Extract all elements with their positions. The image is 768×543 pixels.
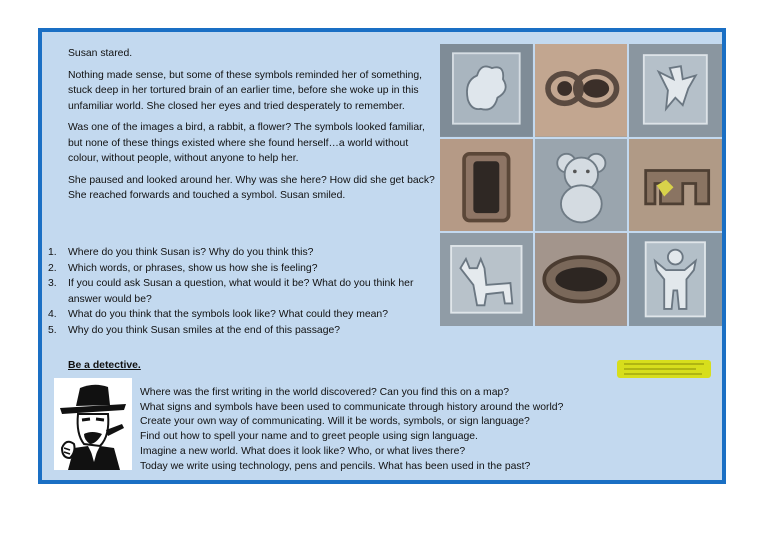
question-number: 1.	[48, 247, 57, 258]
detective-task: Where was the first writing in the world discovered? Can you find this on a map?	[140, 387, 510, 398]
question-number: 2.	[48, 262, 57, 274]
question-text: What do you think that the symbols look like? What could they mean?	[68, 309, 388, 320]
question-text: Why do you think Susan smiles at the end of this passage?	[68, 324, 341, 336]
bracket-symbol-icon	[629, 139, 722, 232]
detective-icon	[54, 378, 132, 470]
figure-symbol-icon	[629, 44, 722, 137]
question-number: 3.	[48, 278, 57, 289]
question-text: Which words, or phrases, show us how she is feeling?	[68, 262, 318, 274]
story-text	[68, 46, 438, 210]
question-item	[48, 261, 440, 277]
oval-slot-symbol-icon	[535, 233, 628, 326]
bird-symbol-icon	[440, 44, 533, 137]
question-item	[48, 245, 440, 261]
story-paragraph-1: Susan stared.	[68, 48, 133, 59]
author-logo-badge	[616, 358, 712, 380]
question-item	[48, 323, 440, 339]
detective-task: Today we write using technology, pens and pencils. What has been used in the past?	[140, 460, 531, 472]
detective-task: What signs and symbols have been used to communicate through history around the world?	[140, 401, 564, 413]
detective-task: Imagine a new world. What does it look like? Who, or what lives there?	[140, 445, 466, 457]
detective-task: Find out how to spell your name and to greet people using sign language.	[140, 431, 478, 443]
story-paragraph-2: Nothing made sense, but some of these symbols reminded her of something, stuck deep in her tortured brain of an earlier time, before she woke up in this unfamiliar world. She closed her eyes and tried desperately to remember.	[68, 69, 423, 112]
teddy-bear-symbol-icon	[535, 139, 628, 232]
detective-task: Create your own way of communicating. Will it be words, symbols, or sign language?	[140, 416, 530, 428]
story-paragraph-3: Was one of the images a bird, a rabbit, a flower? The symbols looked familiar, but none of these things existed where she found herself…a world without colour, without people, without anyone to help her.	[68, 122, 425, 164]
detective-heading: Be a detective.	[68, 360, 141, 371]
question-text: If you could ask Susan a question, what would it be? What do you think her answer would be?	[68, 278, 414, 305]
slot-symbol-icon	[440, 139, 533, 232]
cat-symbol-icon	[440, 233, 533, 326]
question-number: 5.	[48, 324, 57, 336]
question-item	[48, 307, 440, 323]
person-symbol-icon	[629, 233, 722, 326]
question-number: 4.	[48, 309, 57, 320]
worksheet-card	[38, 28, 726, 484]
symbol-photo-grid	[440, 44, 722, 326]
question-list	[48, 245, 440, 338]
story-paragraph-4: She paused and looked around her. Why was she here? How did she get back? She reached forwards and touched a symbol. Susan smiled.	[68, 174, 435, 201]
question-text: Where do you think Susan is? Why do you think this?	[68, 247, 314, 258]
question-item	[48, 276, 440, 307]
infinity-symbol-icon	[535, 44, 628, 137]
detective-task-list	[140, 386, 700, 474]
